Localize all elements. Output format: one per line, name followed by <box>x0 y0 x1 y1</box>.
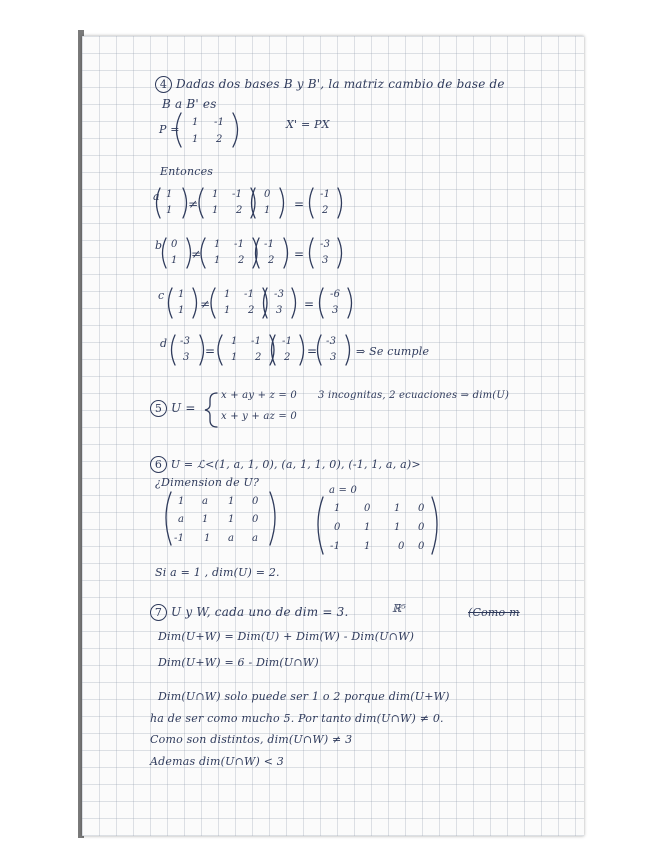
m0-r1c4: 0 <box>418 503 425 514</box>
transform-formula: X' = PX <box>286 118 330 131</box>
m6-r2c3: 1 <box>228 514 235 525</box>
problem-7-line-1 <box>150 604 348 621</box>
row-c-r1: -6 <box>330 289 341 300</box>
problem-4-line-2: B a B' es <box>162 97 217 111</box>
row-a-p11: 1 <box>212 189 219 200</box>
row-b-r1: -3 <box>320 239 331 250</box>
problem-number-6: 6 <box>150 456 167 473</box>
problem-number-4: 4 <box>155 76 172 93</box>
m6-r3c3: a <box>228 533 235 544</box>
row-a-m2: 1 <box>264 205 271 216</box>
row-c-v1: 1 <box>178 289 185 300</box>
row-b-p22: 2 <box>238 255 245 266</box>
p-matrix-r1c2: -1 <box>214 117 225 128</box>
p-matrix-r2c1: 1 <box>192 134 199 145</box>
m0-r1c3: 1 <box>394 503 401 514</box>
m0-r3c2: 1 <box>364 541 371 552</box>
row-c-m1: -3 <box>274 289 285 300</box>
row-a-relation: ≠ <box>188 197 199 211</box>
row-d-note: ⇒ Se cumple <box>356 345 430 358</box>
row-d-p11: 1 <box>231 336 238 347</box>
row-d-p12: -1 <box>251 336 262 347</box>
m6-r1c4: 0 <box>252 496 259 507</box>
problem-7-line-4: Dim(U∩W) solo puede ser 1 o 2 porque dim(U+W) <box>158 690 450 703</box>
problem-5-comment: 3 incognitas, 2 ecuaciones ⇒ dim(U) <box>318 390 510 401</box>
row-b-v2: 1 <box>171 255 178 266</box>
problem-7-line-7: Ademas dim(U∩W) < 3 <box>150 755 285 768</box>
row-c-p11: 1 <box>224 289 231 300</box>
row-d-p22: 2 <box>255 352 262 363</box>
row-d-relation: = <box>205 344 216 358</box>
row-b-p21: 1 <box>214 255 221 266</box>
m6-r3c1: -1 <box>174 533 185 544</box>
row-a-equals: = <box>294 197 305 211</box>
m0-r3c1: -1 <box>330 541 341 552</box>
equation-2: x + y + az = 0 <box>221 411 297 422</box>
row-c-r2: 3 <box>332 305 339 316</box>
m0-r3c4: 0 <box>418 541 425 552</box>
m6-r3c4: a <box>252 533 259 544</box>
problem-number-5: 5 <box>150 400 167 417</box>
row-b-m2: 2 <box>268 255 275 266</box>
m0-r2c2: 1 <box>364 522 371 533</box>
row-d-m2: 2 <box>284 352 291 363</box>
row-d-r1: -3 <box>326 336 337 347</box>
row-c-relation: ≠ <box>200 297 211 311</box>
row-a-label: a <box>153 190 160 203</box>
m6-r1c2: a <box>202 496 209 507</box>
m0-r2c1: 0 <box>334 522 341 533</box>
row-c-p21: 1 <box>224 305 231 316</box>
row-b-m1: -1 <box>264 239 275 250</box>
m0-r1c1: 1 <box>334 503 341 514</box>
problem-7-line-3: Dim(U+W) = 6 - Dim(U∩W) <box>158 656 319 669</box>
problem-5-lhs <box>150 400 196 417</box>
struck-out-text: (Como m <box>468 606 520 619</box>
case-label-a0: a = 0 <box>329 485 358 496</box>
entonces-label: Entonces <box>160 165 214 178</box>
row-c-m2: 3 <box>276 305 283 316</box>
problem-7-line-6: Como son distintos, dim(U∩W) ≠ 3 <box>150 733 353 746</box>
row-a-p21: 1 <box>212 205 219 216</box>
row-a-r2: 2 <box>322 205 329 216</box>
m6-r2c1: a <box>178 514 185 525</box>
m6-r3c2: 1 <box>204 533 211 544</box>
row-b-equals: = <box>294 247 305 261</box>
problem-4-line-1 <box>155 76 505 93</box>
m0-r2c3: 1 <box>394 522 401 533</box>
problem-6-conclusion: Si a = 1 , dim(U) = 2. <box>155 566 280 579</box>
m6-r1c1: 1 <box>178 496 185 507</box>
row-b-p12: -1 <box>234 239 245 250</box>
row-d-label: d <box>160 337 168 350</box>
equation-1: x + ay + z = 0 <box>221 390 297 401</box>
row-b-relation: ≠ <box>191 247 202 261</box>
row-b-label: b <box>155 239 163 252</box>
row-c-p22: 2 <box>248 305 255 316</box>
m0-r1c2: 0 <box>364 503 371 514</box>
p-label: P = <box>159 123 180 136</box>
row-d-r2: 3 <box>330 352 337 363</box>
m0-r3c3: 0 <box>398 541 405 552</box>
row-a-r1: -1 <box>320 189 331 200</box>
m6-r2c4: 0 <box>252 514 259 525</box>
problem-7-line-5: ha de ser como mucho 5. Por tanto dim(U∩W) ≠ 0. <box>150 712 444 725</box>
row-b-r2: 3 <box>322 255 329 266</box>
row-a-p12: -1 <box>232 189 243 200</box>
p-matrix-r1c1: 1 <box>192 117 199 128</box>
system-lhs: U = <box>171 401 196 415</box>
row-a-p22: 2 <box>236 205 243 216</box>
row-c-p12: -1 <box>244 289 255 300</box>
row-d-p21: 1 <box>231 352 238 363</box>
subspace-definition: U = ℒ<(1, a, 1, 0), (a, 1, 1, 0), (-1, 1, a, a)> <box>170 458 421 471</box>
row-c-v2: 1 <box>178 305 185 316</box>
problem-7-line-2: Dim(U+W) = Dim(U) + Dim(W) - Dim(U∩W) <box>158 630 415 643</box>
m6-r1c3: 1 <box>228 496 235 507</box>
row-b-v1: 0 <box>171 239 178 250</box>
row-d-v1: -3 <box>180 336 191 347</box>
row-a-v1: 1 <box>166 189 173 200</box>
problem-6-line-1 <box>150 456 421 473</box>
problem-4-statement: Dadas dos bases B y B', la matriz cambio de base de <box>176 77 505 91</box>
row-b-p11: 1 <box>214 239 221 250</box>
problem-number-7: 7 <box>150 604 167 621</box>
r5-space: ℝ⁵ <box>392 602 406 615</box>
p-matrix-r2c2: 2 <box>216 134 223 145</box>
row-c-equals: = <box>304 297 315 311</box>
row-d-v2: 3 <box>183 352 190 363</box>
row-d-m1: -1 <box>282 336 293 347</box>
problem-7-statement: U y W, cada uno de dim = 3. <box>171 605 349 619</box>
dimension-question: ¿Dimension de U? <box>155 476 260 489</box>
row-a-m1: 0 <box>264 189 271 200</box>
row-a-v2: 1 <box>166 205 173 216</box>
m0-r2c4: 0 <box>418 522 425 533</box>
row-c-label: c <box>158 289 165 302</box>
m6-r2c2: 1 <box>202 514 209 525</box>
row-d-equals: = <box>307 344 318 358</box>
